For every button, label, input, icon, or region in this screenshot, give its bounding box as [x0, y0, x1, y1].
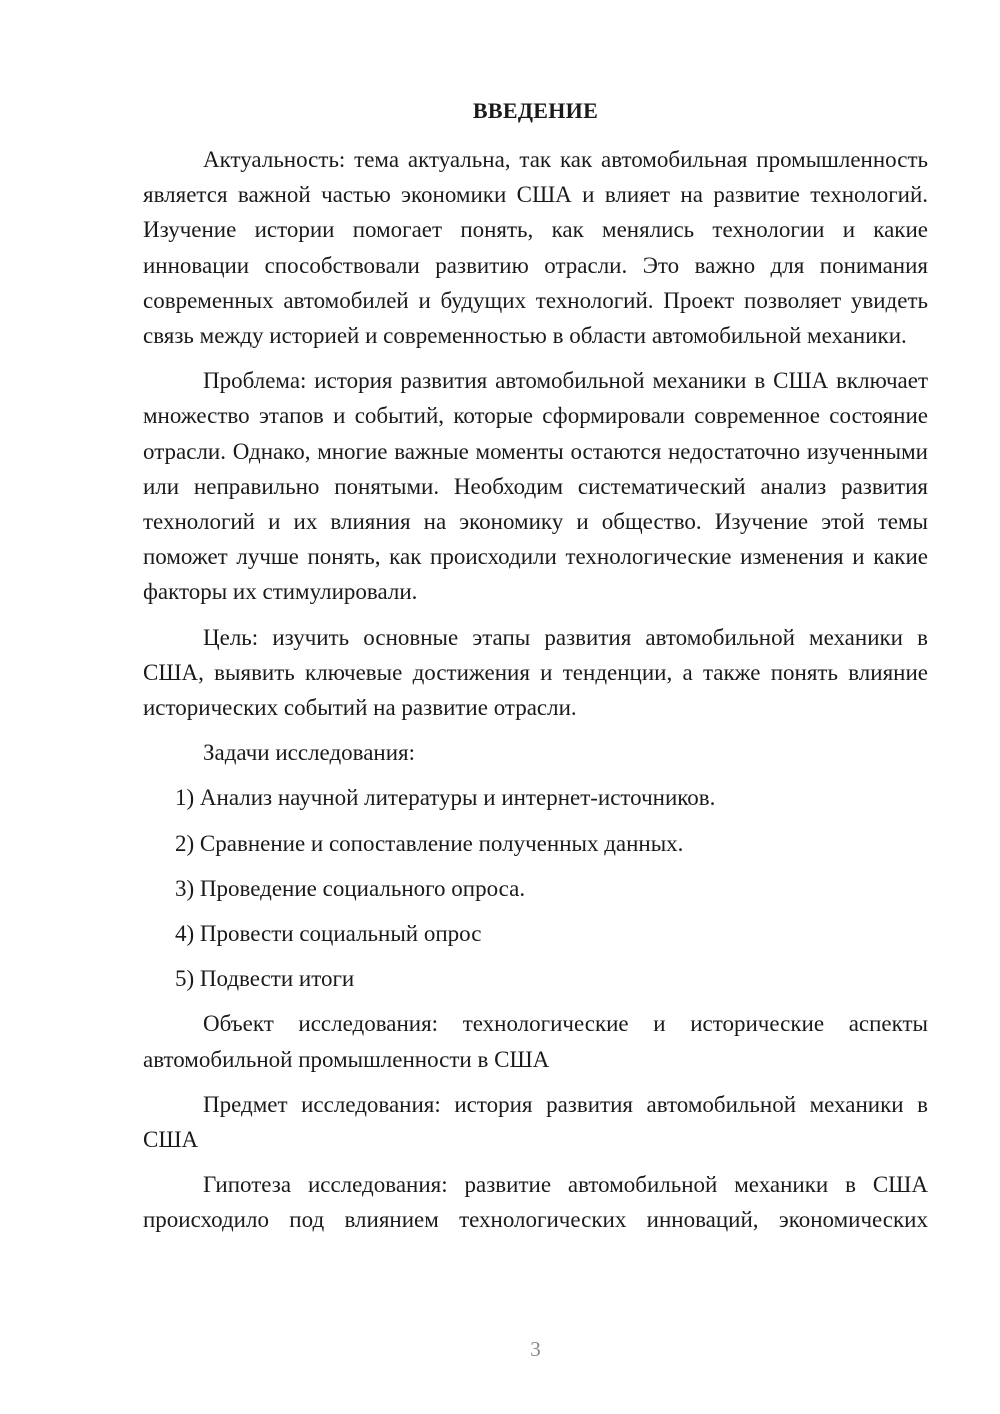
- subject-paragraph: Предмет исследования: история развития автомобильной механики в США: [143, 1091, 928, 1153]
- hypothesis-paragraph: Гипотеза исследования: развитие автомобильной механики в США происходило под влиянием технологических инноваций, экономических: [143, 1172, 928, 1233]
- object-paragraph: Объект исследования: технологические и исторические аспекты автомобильной промышленности в США: [143, 1011, 928, 1072]
- document-body: [143, 142, 928, 1248]
- task-item: 2) Сравнение и сопоставление полученных данных.: [175, 830, 684, 856]
- goal-paragraph: Цель: изучить основные этапы развития автомобильной механики в США, выявить ключевые достижения и тенденции, а также понять влияние исторических событий на развитие отрасли.: [143, 624, 928, 721]
- task-item: 1) Анализ научной литературы и интернет-источников.: [175, 785, 716, 811]
- task-item: 3) Проведение социального опроса.: [175, 875, 526, 901]
- task-item: 5) Подвести итоги: [175, 966, 355, 992]
- page-number: 3: [530, 1337, 541, 1361]
- relevance-paragraph: Актуальность: тема актуальна, так как автомобильная промышленность является важной частью экономики США и влияет на развитие технологий. Изучение истории помогает понять, как менялись технологии и какие инновации способствовали развитию отрасли. Это важно для понимания современных автомобилей и будущих технологий. Проект позволяет увидеть связь между историей и современностью в области автомобильной механики.: [143, 147, 928, 349]
- task-item: 4) Провести социальный опрос: [175, 921, 482, 947]
- section-heading: ВВЕДЕНИЕ: [472, 98, 599, 123]
- tasks-title: Задачи исследования:: [203, 740, 416, 766]
- document-page: [143, 0, 928, 1414]
- problem-paragraph: Проблема: история развития автомобильной механики в США включает множество этапов и событий, которые сформировали современное состояние отрасли. Однако, многие важные моменты остаются недостаточно изученными или неправильно понятыми. Необходим систематический анализ развития технологий и их влияния на экономику и общество. Изучение этой темы поможет лучше понять, как происходили технологические изменения и какие факторы их стимулировали.: [143, 368, 928, 605]
